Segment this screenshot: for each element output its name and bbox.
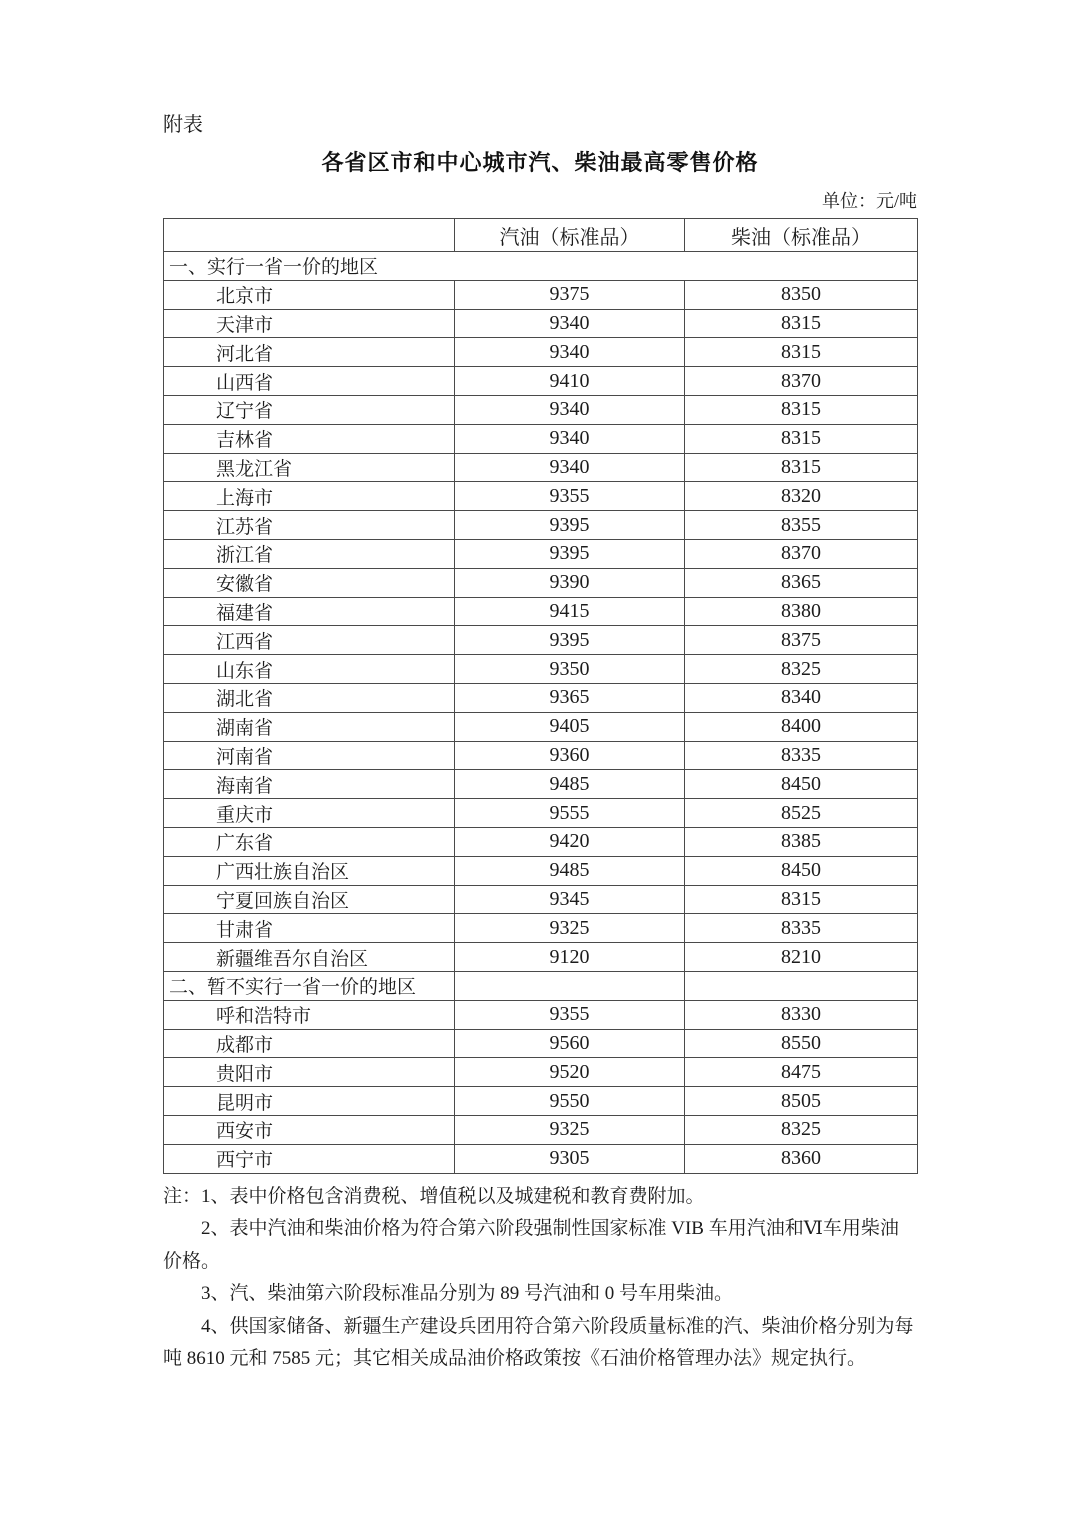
table-row [164, 683, 918, 712]
diesel-column-header: 柴油（标准品） [685, 219, 918, 252]
gasoline-price-cell: 9340 [455, 424, 685, 453]
gasoline-price-cell: 9360 [455, 741, 685, 770]
diesel-price-cell: 8380 [685, 597, 918, 626]
region-cell: 成都市 [164, 1029, 455, 1058]
diesel-price-cell: 8375 [685, 626, 918, 655]
diesel-price-cell: 8450 [685, 770, 918, 799]
diesel-price-cell: 8355 [685, 511, 918, 540]
gasoline-price-cell: 9365 [455, 683, 685, 712]
unit-label: 单位：元/吨 [821, 191, 917, 211]
diesel-price-cell: 8335 [685, 914, 918, 943]
region-cell: 黑龙江省 [164, 453, 455, 482]
gasoline-price-cell: 9395 [455, 511, 685, 540]
table-row [164, 1115, 918, 1144]
region-cell: 呼和浩特市 [164, 1000, 455, 1029]
gasoline-price-cell: 9395 [455, 626, 685, 655]
gasoline-price-cell: 9415 [455, 597, 685, 626]
diesel-price-cell: 8360 [685, 1144, 918, 1173]
table-row [164, 511, 918, 540]
table-row [164, 1029, 918, 1058]
note: 4、供国家储备、新疆生产建设兵团用符合第六阶段质量标准的汽、柴油价格分别为每吨 8610 元和 7585 元；其它相关成品油价格政策按《石油价格管理办法》规定执行。 [163, 1315, 914, 1369]
gasoline-price-cell: 9355 [455, 1000, 685, 1029]
attachment-label: 附表 [163, 114, 203, 136]
table-row [164, 338, 918, 367]
page-title: 各省区市和中心城市汽、柴油最高零售价格 [321, 150, 759, 175]
region-cell: 天津市 [164, 309, 455, 338]
gasoline-price-cell: 9550 [455, 1087, 685, 1116]
gasoline-column-header: 汽油（标准品） [455, 219, 685, 252]
gasoline-price-cell: 9355 [455, 482, 685, 511]
gasoline-price-cell: 9340 [455, 395, 685, 424]
gasoline-price-cell: 9305 [455, 1144, 685, 1173]
region-cell: 安徽省 [164, 568, 455, 597]
diesel-price-cell: 8370 [685, 539, 918, 568]
region-cell: 新疆维吾尔自治区 [164, 943, 455, 972]
region-cell: 福建省 [164, 597, 455, 626]
price-table [163, 218, 918, 1174]
diesel-price-cell: 8350 [685, 280, 918, 309]
empty-cell [455, 971, 685, 1000]
region-cell: 海南省 [164, 770, 455, 799]
note: 注：1、表中价格包含消费税、增值税以及城建税和教育费附加。 [163, 1185, 705, 1207]
gasoline-price-cell: 9325 [455, 914, 685, 943]
region-cell: 广西壮族自治区 [164, 856, 455, 885]
table-row [164, 626, 918, 655]
table-row [164, 568, 918, 597]
table-row [164, 655, 918, 684]
header-row [164, 219, 918, 252]
note: 3、汽、柴油第六阶段标准品分别为 89 号汽油和 0 号车用柴油。 [201, 1283, 734, 1304]
diesel-price-cell: 8315 [685, 424, 918, 453]
table-row [164, 367, 918, 396]
region-cell: 西宁市 [164, 1144, 455, 1173]
table-row [164, 770, 918, 799]
table-row [164, 1058, 918, 1087]
region-cell: 北京市 [164, 280, 455, 309]
region-cell: 西安市 [164, 1115, 455, 1144]
diesel-price-cell: 8370 [685, 367, 918, 396]
gasoline-price-cell: 9120 [455, 943, 685, 972]
diesel-price-cell: 8385 [685, 827, 918, 856]
diesel-price-cell: 8475 [685, 1058, 918, 1087]
region-cell: 江苏省 [164, 511, 455, 540]
diesel-price-cell: 8365 [685, 568, 918, 597]
diesel-price-cell: 8340 [685, 683, 918, 712]
region-cell: 湖南省 [164, 712, 455, 741]
region-cell: 河南省 [164, 741, 455, 770]
table-row [164, 741, 918, 770]
table-row [164, 453, 918, 482]
diesel-price-cell: 8450 [685, 856, 918, 885]
table-row [164, 424, 918, 453]
table-row [164, 914, 918, 943]
diesel-price-cell: 8315 [685, 885, 918, 914]
region-cell: 贵阳市 [164, 1058, 455, 1087]
table-row [164, 943, 918, 972]
gasoline-price-cell: 9375 [455, 280, 685, 309]
region-cell: 宁夏回族自治区 [164, 885, 455, 914]
diesel-price-cell: 8330 [685, 1000, 918, 1029]
diesel-price-cell: 8335 [685, 741, 918, 770]
table-row [164, 395, 918, 424]
table-row [164, 280, 918, 309]
section-header-row [164, 971, 918, 1000]
gasoline-price-cell: 9560 [455, 1029, 685, 1058]
diesel-price-cell: 8400 [685, 712, 918, 741]
table-row [164, 827, 918, 856]
region-cell: 重庆市 [164, 799, 455, 828]
region-cell: 湖北省 [164, 683, 455, 712]
gasoline-price-cell: 9485 [455, 770, 685, 799]
section-label: 二、暂不实行一省一价的地区 [164, 971, 455, 1000]
gasoline-price-cell: 9410 [455, 367, 685, 396]
diesel-price-cell: 8210 [685, 943, 918, 972]
table-row [164, 539, 918, 568]
empty-cell [685, 971, 918, 1000]
gasoline-price-cell: 9350 [455, 655, 685, 684]
table-row [164, 856, 918, 885]
gasoline-price-cell: 9395 [455, 539, 685, 568]
section-label: 一、实行一省一价的地区 [164, 252, 918, 281]
diesel-price-cell: 8505 [685, 1087, 918, 1116]
table-row [164, 1087, 918, 1116]
gasoline-price-cell: 9520 [455, 1058, 685, 1087]
table-row [164, 885, 918, 914]
gasoline-price-cell: 9345 [455, 885, 685, 914]
region-cell: 山东省 [164, 655, 455, 684]
diesel-price-cell: 8525 [685, 799, 918, 828]
gasoline-price-cell: 9405 [455, 712, 685, 741]
note: 2、表中汽油和柴油价格为符合第六阶段强制性国家标准 VIB 车用汽油和Ⅵ车用柴油价格。 [163, 1218, 899, 1272]
region-cell: 吉林省 [164, 424, 455, 453]
table-row [164, 712, 918, 741]
region-cell: 江西省 [164, 626, 455, 655]
region-cell: 昆明市 [164, 1087, 455, 1116]
region-cell: 甘肃省 [164, 914, 455, 943]
diesel-price-cell: 8550 [685, 1029, 918, 1058]
diesel-price-cell: 8315 [685, 453, 918, 482]
table-row [164, 309, 918, 338]
gasoline-price-cell: 9340 [455, 453, 685, 482]
diesel-price-cell: 8315 [685, 395, 918, 424]
table-row [164, 1000, 918, 1029]
table-row [164, 799, 918, 828]
region-column-header [164, 219, 455, 252]
region-cell: 上海市 [164, 482, 455, 511]
table-row [164, 482, 918, 511]
gasoline-price-cell: 9340 [455, 338, 685, 367]
table-row [164, 597, 918, 626]
diesel-price-cell: 8325 [685, 655, 918, 684]
notes [163, 1181, 917, 1376]
region-cell: 河北省 [164, 338, 455, 367]
gasoline-price-cell: 9555 [455, 799, 685, 828]
region-cell: 辽宁省 [164, 395, 455, 424]
gasoline-price-cell: 9390 [455, 568, 685, 597]
diesel-price-cell: 8315 [685, 338, 918, 367]
section-header-row [164, 252, 918, 281]
diesel-price-cell: 8315 [685, 309, 918, 338]
diesel-price-cell: 8320 [685, 482, 918, 511]
gasoline-price-cell: 9485 [455, 856, 685, 885]
region-cell: 广东省 [164, 827, 455, 856]
region-cell: 浙江省 [164, 539, 455, 568]
diesel-price-cell: 8325 [685, 1115, 918, 1144]
gasoline-price-cell: 9420 [455, 827, 685, 856]
table-row [164, 1144, 918, 1173]
region-cell: 山西省 [164, 367, 455, 396]
gasoline-price-cell: 9325 [455, 1115, 685, 1144]
gasoline-price-cell: 9340 [455, 309, 685, 338]
